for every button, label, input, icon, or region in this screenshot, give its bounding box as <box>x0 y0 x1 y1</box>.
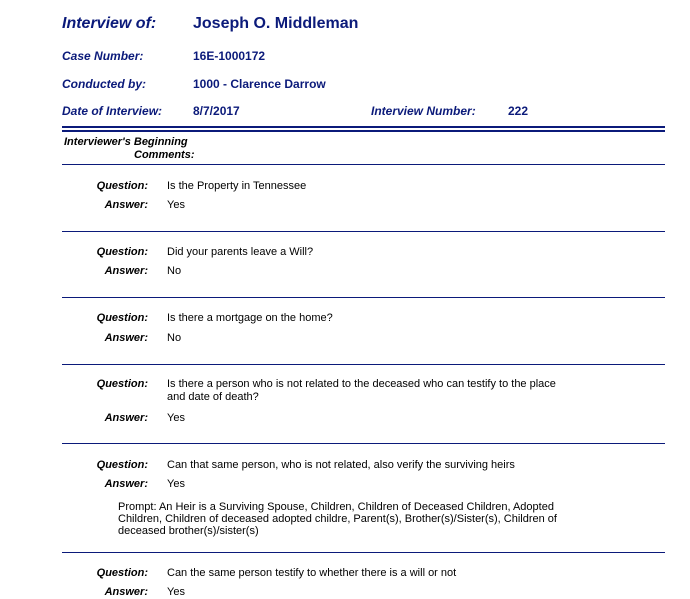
question-text: Is there a mortgage on the home? <box>167 312 333 324</box>
answer-label: Answer: <box>104 478 148 490</box>
answer-text: Yes <box>167 478 185 490</box>
answer-label: Answer: <box>104 265 148 277</box>
interview-number-label: Interview Number: <box>371 104 476 118</box>
conducted-by-label: Conducted by: <box>62 77 146 91</box>
date-of-interview-label: Date of Interview: <box>62 104 163 118</box>
conducted-by-value: 1000 - Clarence Darrow <box>193 77 326 91</box>
question-text: Is there a person who is not related to the deceased who can testify to the place and date of death? <box>167 378 556 403</box>
answer-label: Answer: <box>104 199 148 211</box>
question-label: Question: <box>96 378 148 390</box>
answer-text: No <box>167 332 182 344</box>
answer-text: No <box>167 265 182 277</box>
comments-label-line1: Interviewer's Beginning <box>64 136 188 148</box>
answer-label: Answer: <box>104 412 148 424</box>
section-divider <box>62 164 665 165</box>
case-number-value: 16E-1000172 <box>193 49 266 63</box>
question-text: Can that same person, who is not related, also verify the surviving heirs <box>167 459 515 471</box>
section-divider <box>62 364 665 365</box>
question-text: Is the Property in Tennessee <box>167 180 307 192</box>
question-text: Did your parents leave a Will? <box>167 246 314 258</box>
answer-label: Answer: <box>104 586 148 598</box>
date-of-interview-value: 8/7/2017 <box>193 104 240 118</box>
question-label: Question: <box>96 459 148 471</box>
header-divider-bottom <box>62 130 665 132</box>
comments-label-line2: Comments: <box>134 149 195 161</box>
interview-number-value: 222 <box>508 104 529 118</box>
question-label: Question: <box>96 567 148 579</box>
interview-of-value: Joseph O. Middleman <box>193 15 359 32</box>
question-label: Question: <box>96 312 148 324</box>
answer-text: Yes <box>167 412 185 424</box>
section-divider <box>62 231 665 232</box>
section-divider <box>62 552 665 553</box>
interview-of-label: Interview of: <box>62 15 157 32</box>
question-label: Question: <box>96 246 148 258</box>
answer-text: Yes <box>167 586 185 598</box>
header-divider-top <box>62 126 665 128</box>
prompt-text: Prompt: An Heir is a Surviving Spouse, Children, Children of Deceased Children, Adopted Children, Children of deceased adopted childre, Parent(s), Brother(s)/Sister(s), Children of deceased brother(s)/sister(s) <box>118 501 557 537</box>
question-label: Question: <box>96 180 148 192</box>
answer-label: Answer: <box>104 332 148 344</box>
answer-text: Yes <box>167 199 185 211</box>
question-text: Can the same person testify to whether there is a will or not <box>167 567 457 579</box>
section-divider <box>62 443 665 444</box>
section-divider <box>62 297 665 298</box>
case-number-label: Case Number: <box>62 49 144 63</box>
